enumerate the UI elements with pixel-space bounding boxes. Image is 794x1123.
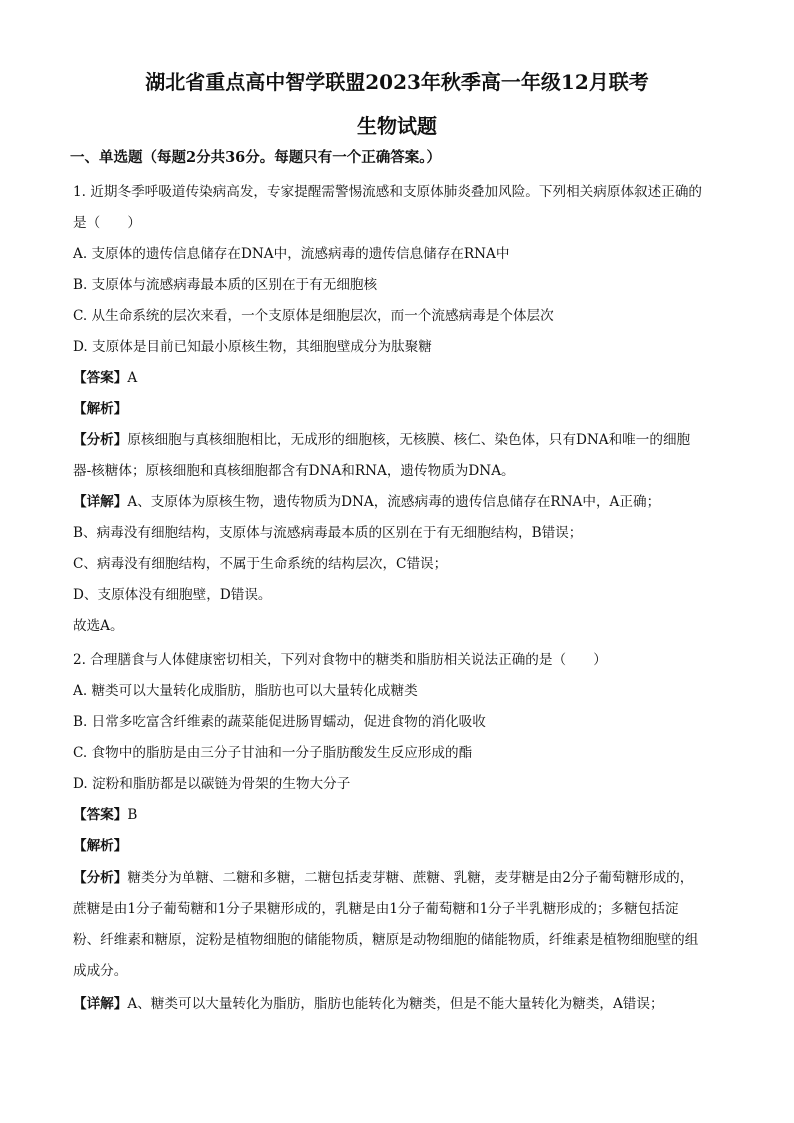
q1-answer bbox=[73, 369, 733, 387]
q2-answer bbox=[73, 806, 733, 824]
q1-fenxi-line2: 器-核糖体；原核细胞和真核细胞都含有DNA和RNA，遗传物质为DNA。 bbox=[73, 463, 515, 479]
q1-answer-value: A bbox=[127, 370, 138, 386]
q1-xiangjie-line1 bbox=[73, 493, 733, 511]
q1-answer-tag: 【答案】 bbox=[73, 370, 128, 386]
q1-analysis-label: 【解析】 bbox=[73, 401, 128, 417]
q2-answer-value: B bbox=[127, 807, 138, 823]
q1-fenxi-text1: 原核细胞与真核细胞相比，无成形的细胞核，无核膜、核仁、染色体，只有DNA和唯一的细胞 bbox=[127, 432, 691, 448]
q1-option-b: B. 支原体与流感病毒最本质的区别在于有无细胞核 bbox=[73, 277, 378, 293]
q1-option-d: D. 支原体是目前已知最小原核生物，其细胞壁成分为肽聚糖 bbox=[73, 339, 432, 355]
q2-fenxi-tag: 【分析】 bbox=[73, 870, 128, 886]
q2-option-a: A. 糖类可以大量转化成脂肪，脂肪也可以大量转化成糖类 bbox=[73, 683, 418, 699]
q1-option-c: C. 从生命系统的层次来看，一个支原体是细胞层次，而一个流感病毒是个体层次 bbox=[73, 308, 554, 324]
q1-option-a: A. 支原体的遗传信息储存在DNA中，流感病毒的遗传信息储存在RNA中 bbox=[73, 246, 510, 262]
q1-xiangjie-line3: C、病毒没有细胞结构，不属于生命系统的结构层次，C错误； bbox=[73, 556, 448, 572]
q2-option-d: D. 淀粉和脂肪都是以碳链为骨架的生物大分子 bbox=[73, 776, 351, 792]
q1-fenxi-line1 bbox=[73, 431, 733, 449]
q2-analysis-tag bbox=[73, 837, 733, 855]
q2-option-c: C. 食物中的脂肪是由三分子甘油和一分子脂肪酸发生反应形成的酯 bbox=[73, 745, 473, 761]
q1-xiangjie-line2: B、病毒没有细胞结构，支原体与流感病毒最本质的区别在于有无细胞结构，B错误； bbox=[73, 525, 583, 541]
q1-fenxi-tag: 【分析】 bbox=[73, 432, 128, 448]
q2-option-b: B. 日常多吃富含纤维素的蔬菜能促进肠胃蠕动，促进食物的消化吸收 bbox=[73, 714, 486, 730]
q1-analysis-tag bbox=[73, 400, 733, 418]
q2-stem-line1: 2. 合理膳食与人体健康密切相关，下列对食物中的糖类和脂肪相关说法正确的是（ ） bbox=[73, 652, 607, 668]
q2-fenxi-text1: 糖类分为单糖、二糖和多糖，二糖包括麦芽糖、蔗糖、乳糖，麦芽糖是由2分子葡萄糖形成的， bbox=[127, 870, 694, 886]
exam-title: 湖北省重点高中智学联盟2023年秋季高一年级12月联考 bbox=[145, 70, 649, 94]
q2-xiangjie-tag: 【详解】 bbox=[73, 996, 128, 1012]
q2-answer-tag: 【答案】 bbox=[73, 807, 128, 823]
q1-xiangjie-line4: D、支原体没有细胞壁，D错误。 bbox=[73, 587, 272, 603]
q1-xiangjie-text1: A、支原体为原核生物，遗传物质为DNA，流感病毒的遗传信息储存在RNA中，A正确； bbox=[127, 494, 661, 510]
q1-conclusion: 故选A。 bbox=[73, 618, 124, 634]
q2-fenxi-line3: 粉、纤维素和糖原，淀粉是植物细胞的储能物质，糖原是动物细胞的储能物质，纤维素是植物细胞壁的组 bbox=[73, 932, 699, 948]
q2-xiangjie-line1 bbox=[73, 995, 733, 1013]
q2-analysis-label: 【解析】 bbox=[73, 838, 128, 854]
q2-fenxi-line4: 成成分。 bbox=[73, 963, 128, 979]
q1-xiangjie-tag: 【详解】 bbox=[73, 494, 128, 510]
q2-fenxi-line2: 蔗糖是由1分子葡萄糖和1分子果糖形成的，乳糖是由1分子葡萄糖和1分子半乳糖形成的；多糖包括淀 bbox=[73, 901, 679, 917]
q2-xiangjie-text1: A、糖类可以大量转化为脂肪，脂肪也能转化为糖类，但是不能大量转化为糖类，A错误； bbox=[127, 996, 664, 1012]
exam-subtitle: 生物试题 bbox=[357, 114, 437, 138]
q1-stem-line2: 是（ ） bbox=[73, 215, 141, 231]
section-heading: 一、单选题（每题2分共36分。每题只有一个正确答案。） bbox=[70, 149, 442, 166]
q1-stem-line1: 1. 近期冬季呼吸道传染病高发，专家提醒需警惕流感和支原体肺炎叠加风险。下列相关病原体叙述正确的 bbox=[73, 184, 703, 200]
q2-fenxi-line1 bbox=[73, 869, 733, 887]
